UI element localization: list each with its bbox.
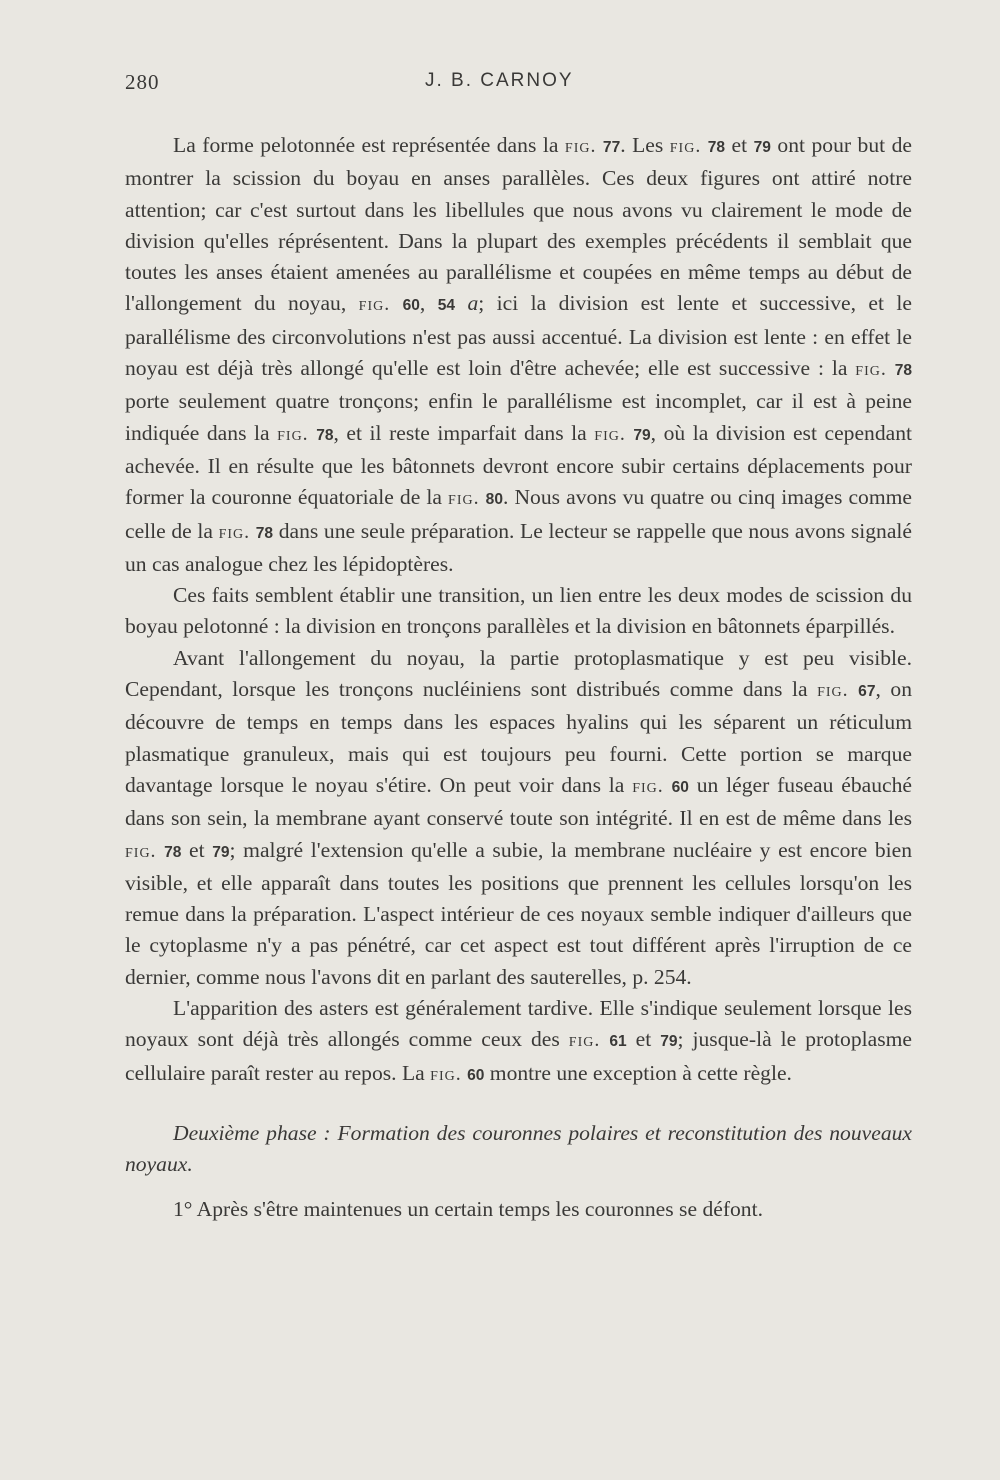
figure-ref-number: 78 xyxy=(316,426,334,444)
page-header xyxy=(125,70,912,100)
text-run xyxy=(849,677,859,701)
text-run: montre une exception à cette règle. xyxy=(484,1060,792,1085)
figure-ref-label: fig. xyxy=(817,679,849,702)
figure-ref-label: fig. xyxy=(855,358,887,381)
paragraph xyxy=(125,993,912,1091)
text-run: , on découvre de temps en temps dans les espaces hyalins qui les séparent un réticulum plasmatique granuleux, mais qui est toujours peu fourni. Cette portion se marque davantage lorsque le noyau s'étire. On peut voir dans la xyxy=(125,677,912,797)
text-run: , et il reste imparfait dans la xyxy=(333,420,595,445)
text-run: Avant l'allongement du noyau, la partie protoplasmatique y est peu visible. Cependant, lorsque les tronçons nucléiniens sont distribués comme dans la xyxy=(125,645,912,702)
figure-ref-number: 79 xyxy=(660,1033,678,1051)
figure-ref-label: fig. xyxy=(594,422,626,445)
figure-ref-label: fig. xyxy=(277,422,309,445)
text-run: un léger fuseau ébauché dans son sein, la membrane ayant conservé toute son intégrité. Il en est de même dans les xyxy=(125,772,912,831)
figure-ref-number: 60 xyxy=(402,297,420,315)
text-run: dans une seule préparation. Le lecteur se rappelle que nous avons signalé un cas analogue chez les lépidoptères. xyxy=(125,518,913,576)
body-text xyxy=(125,130,912,1225)
figure-ref-label: fig. xyxy=(125,839,157,862)
text-run: . Les xyxy=(620,133,670,157)
figure-ref-label: fig. xyxy=(218,520,251,543)
text-run: et xyxy=(181,837,213,862)
text-run: et xyxy=(626,1027,661,1052)
page-number: 280 xyxy=(125,70,160,94)
text-run xyxy=(455,291,467,315)
paragraph-text: Après s'être maintenues un certain temps les couronnes se défont. xyxy=(196,1196,764,1221)
text-run: ; malgré l'extension qu'elle a subie, la membrane nucléaire y est encore bien visible, et elle apparaît dans toutes les positions que prennent les cellules lorsqu'on les remue dans la préparation. L'aspect intérieur de ces noyaux semble indiquer d'ailleurs que le cytoplasme n'y a pas pénétré, car cet aspect est tout différent après l'irruption de ce dernier, comme nous l'avons dit en parlant des sauterelles, p. 254. xyxy=(125,837,912,989)
text-run: Ces faits semblent établir une transition, un lien entre les deux modes de scission du boyau pelotonné : la division en tronçons parallèles et la division en bâtonnets éparpillés. xyxy=(125,583,912,639)
text-run: . Nous avons vu quatre ou cinq images comme celle de la xyxy=(125,485,913,543)
figure-ref-number: 80 xyxy=(485,491,503,509)
figure-ref-number: 61 xyxy=(609,1033,627,1051)
figure-ref-number: 78 xyxy=(894,362,913,380)
text-run xyxy=(390,291,402,315)
figure-ref-number: 79 xyxy=(753,139,771,156)
text-run: L'apparition des asters est généralement tardive. Elle s'indique seulement lorsque les noyaux sont déjà très allongés comme ceux des xyxy=(125,996,912,1052)
text-run: porte seulement quatre tronçons; enfin le parallélisme est incomplet, car il est à peine indiquée dans la xyxy=(125,389,912,445)
figure-ref-number: 78 xyxy=(255,524,274,542)
figure-ref-number: 79 xyxy=(212,843,230,861)
figure-ref-number: 77 xyxy=(602,139,621,156)
figure-ref-label: fig. xyxy=(669,135,702,157)
text-run: , où la division est cependant achevée. Il en résulte que les bâtonnets devront encore subir certains déplacements pour former la couronne équatoriale de la xyxy=(125,420,913,510)
text-run xyxy=(600,1027,609,1051)
figure-ref-label: fig. xyxy=(358,293,391,316)
paragraph-start xyxy=(125,1194,912,1225)
figure-ref-number: 67 xyxy=(858,683,876,701)
figure-ref-letter: a xyxy=(467,291,479,316)
text-run: et xyxy=(725,133,754,157)
paragraph xyxy=(125,580,912,643)
figure-ref-label: fig. xyxy=(564,135,597,157)
figure-ref-label: fig. xyxy=(632,774,664,797)
figure-ref-number: 60 xyxy=(671,778,689,796)
text-run xyxy=(887,356,895,380)
running-head: J. B. CARNOY xyxy=(425,70,574,91)
figure-ref-number: 78 xyxy=(164,843,182,861)
paragraph xyxy=(125,130,912,580)
figure-ref-number: 60 xyxy=(467,1066,485,1084)
figure-ref-number: 78 xyxy=(707,139,726,156)
figure-ref-number: 54 xyxy=(437,297,456,315)
figure-ref-label: fig. xyxy=(568,1029,601,1052)
figure-ref-label: fig. xyxy=(448,487,480,510)
text-run: , xyxy=(419,291,438,316)
text-run: ; ici la division est lente et successive, et le parallélisme des circonvolutions n'est pas aussi accentué. La division est lente : en effet le noyau est déjà très allongé qu'elle est loin d'être achevée; elle est successive : la xyxy=(125,291,913,381)
text-run: La forme pelotonnée est représentée dans la xyxy=(173,133,565,157)
text-run: ont pour but de montrer la scission du boyau en anses parallèles. Ces deux figures ont attiré notre attention; car c'est surtout dans les libellules que nous avons vu clairement le mode de division qu'elles réprésentent. Dans la plupart des exemples précédents il semblait que toutes les anses étaient amenées au parallélisme et coupées en même temps au début de l'allongement du noyau, xyxy=(125,133,912,316)
text-run xyxy=(664,773,672,797)
numbered-marker: 1° xyxy=(173,1196,193,1221)
text-run: ; jusque-là le protoplasme cellulaire paraît rester au repos. La xyxy=(125,1027,912,1085)
text-run xyxy=(157,838,165,862)
figure-ref-label: fig. xyxy=(430,1062,462,1085)
paragraph xyxy=(125,643,912,993)
figure-ref-number: 79 xyxy=(633,426,651,444)
section-heading: Deuxième phase : Formation des couronnes polaires et reconstitution des nouveaux noyaux. xyxy=(125,1120,912,1177)
